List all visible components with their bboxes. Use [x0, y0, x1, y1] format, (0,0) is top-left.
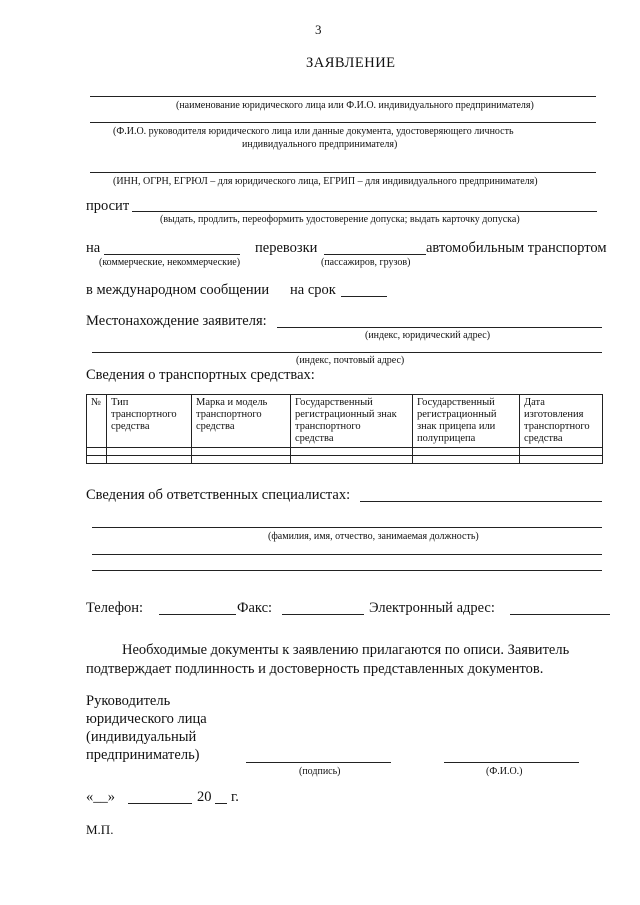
fio-caption: (Ф.И.О.)	[486, 766, 523, 777]
postal-address-line[interactable]	[92, 352, 602, 353]
term-label: на срок	[290, 282, 336, 298]
fax-label: Факс:	[237, 600, 273, 616]
attachments-text-1: Необходимые документы к заявлению прилагаются по описи. Заявитель	[122, 642, 570, 658]
date-year-prefix: 20	[197, 789, 212, 805]
legal-address-line[interactable]	[277, 327, 602, 328]
cargo-line[interactable]	[324, 254, 426, 255]
page-number: 3	[315, 22, 322, 37]
email-label: Электронный адрес:	[369, 600, 495, 616]
entity-name-caption: (наименование юридического лица или Ф.И.О. индивидуального предпринимателя)	[176, 100, 534, 111]
head-name-line[interactable]	[90, 122, 596, 123]
na-label: на	[86, 240, 101, 256]
header-vehicle-type: Тип транспортного средства	[107, 395, 192, 448]
commercial-line[interactable]	[104, 254, 240, 255]
specialists-line-1[interactable]	[360, 501, 602, 502]
table-row[interactable]	[87, 456, 603, 464]
specialists-label: Сведения об ответственных специалистах:	[86, 487, 351, 503]
phone-label: Телефон:	[86, 600, 144, 616]
head-name-caption-1: (Ф.И.О. руководителя юридического лица или данные документа, удостоверяющего личность	[113, 126, 514, 137]
specialists-line-3[interactable]	[92, 554, 602, 555]
entity-name-line[interactable]	[90, 96, 596, 97]
head-label-3: (индивидуальный	[86, 729, 197, 745]
head-label-4: предприниматель)	[86, 747, 200, 763]
specialists-line-4[interactable]	[92, 570, 602, 571]
postal-address-caption: (индекс, почтовый адрес)	[296, 355, 405, 366]
head-label-2: юридического лица	[86, 711, 207, 727]
request-caption: (выдать, продлить, переоформить удостоверение допуска; выдать карточку допуска)	[160, 214, 520, 225]
header-make-model: Марка и модель транспортного средства	[192, 395, 291, 448]
header-trailer-plate: Государственный регистрационный знак прицепа или полуприцепа	[413, 395, 520, 448]
header-reg-plate: Государственный регистрационный знак транспортного средства	[291, 395, 413, 448]
head-label-1: Руководитель	[86, 693, 171, 709]
legal-address-caption: (индекс, юридический адрес)	[365, 330, 491, 341]
ids-line[interactable]	[90, 172, 596, 173]
email-line[interactable]	[510, 614, 610, 615]
signature-line[interactable]	[246, 762, 391, 763]
date-month-line[interactable]	[128, 803, 192, 804]
vehicles-label: Сведения о транспортных средствах:	[86, 367, 315, 383]
fio-line[interactable]	[444, 762, 579, 763]
page-title: ЗАЯВЛЕНИЕ	[306, 55, 396, 71]
vehicles-table	[86, 394, 603, 464]
stamp-label: М.П.	[86, 822, 114, 837]
signature-caption: (подпись)	[299, 766, 341, 777]
auto-transport-label: автомобильным транспортом	[426, 240, 607, 256]
international-label: в международном сообщении	[86, 282, 270, 298]
commercial-caption: (коммерческие, некоммерческие)	[99, 257, 241, 268]
table-row[interactable]	[87, 448, 603, 456]
ids-caption: (ИНН, ОГРН, ЕГРЮЛ – для юридического лица, ЕГРИП – для индивидуального предпринимателя)	[113, 176, 538, 187]
specialists-line-2[interactable]	[92, 527, 602, 528]
head-name-caption-2: индивидуального предпринимателя)	[242, 139, 398, 150]
header-number: №	[87, 395, 107, 448]
date-year-suffix: г.	[231, 789, 239, 805]
perevozki-label: перевозки	[255, 240, 318, 256]
table-header-row	[87, 395, 603, 448]
date-year-line[interactable]	[215, 803, 227, 804]
cargo-caption: (пассажиров, грузов)	[321, 257, 411, 268]
header-manufacture-date: Дата изготовления транспортного средства	[520, 395, 603, 448]
term-line[interactable]	[341, 296, 387, 297]
location-label: Местонахождение заявителя:	[86, 313, 267, 329]
attachments-text-2: подтверждает подлинность и достоверность представленных документов.	[86, 661, 544, 677]
request-line[interactable]	[132, 211, 597, 212]
date-day: «__»	[86, 789, 115, 805]
phone-line[interactable]	[159, 614, 236, 615]
prosit-label: просит	[86, 198, 130, 214]
specialists-caption: (фамилия, имя, отчество, занимаемая должность)	[268, 531, 479, 542]
fax-line[interactable]	[282, 614, 364, 615]
